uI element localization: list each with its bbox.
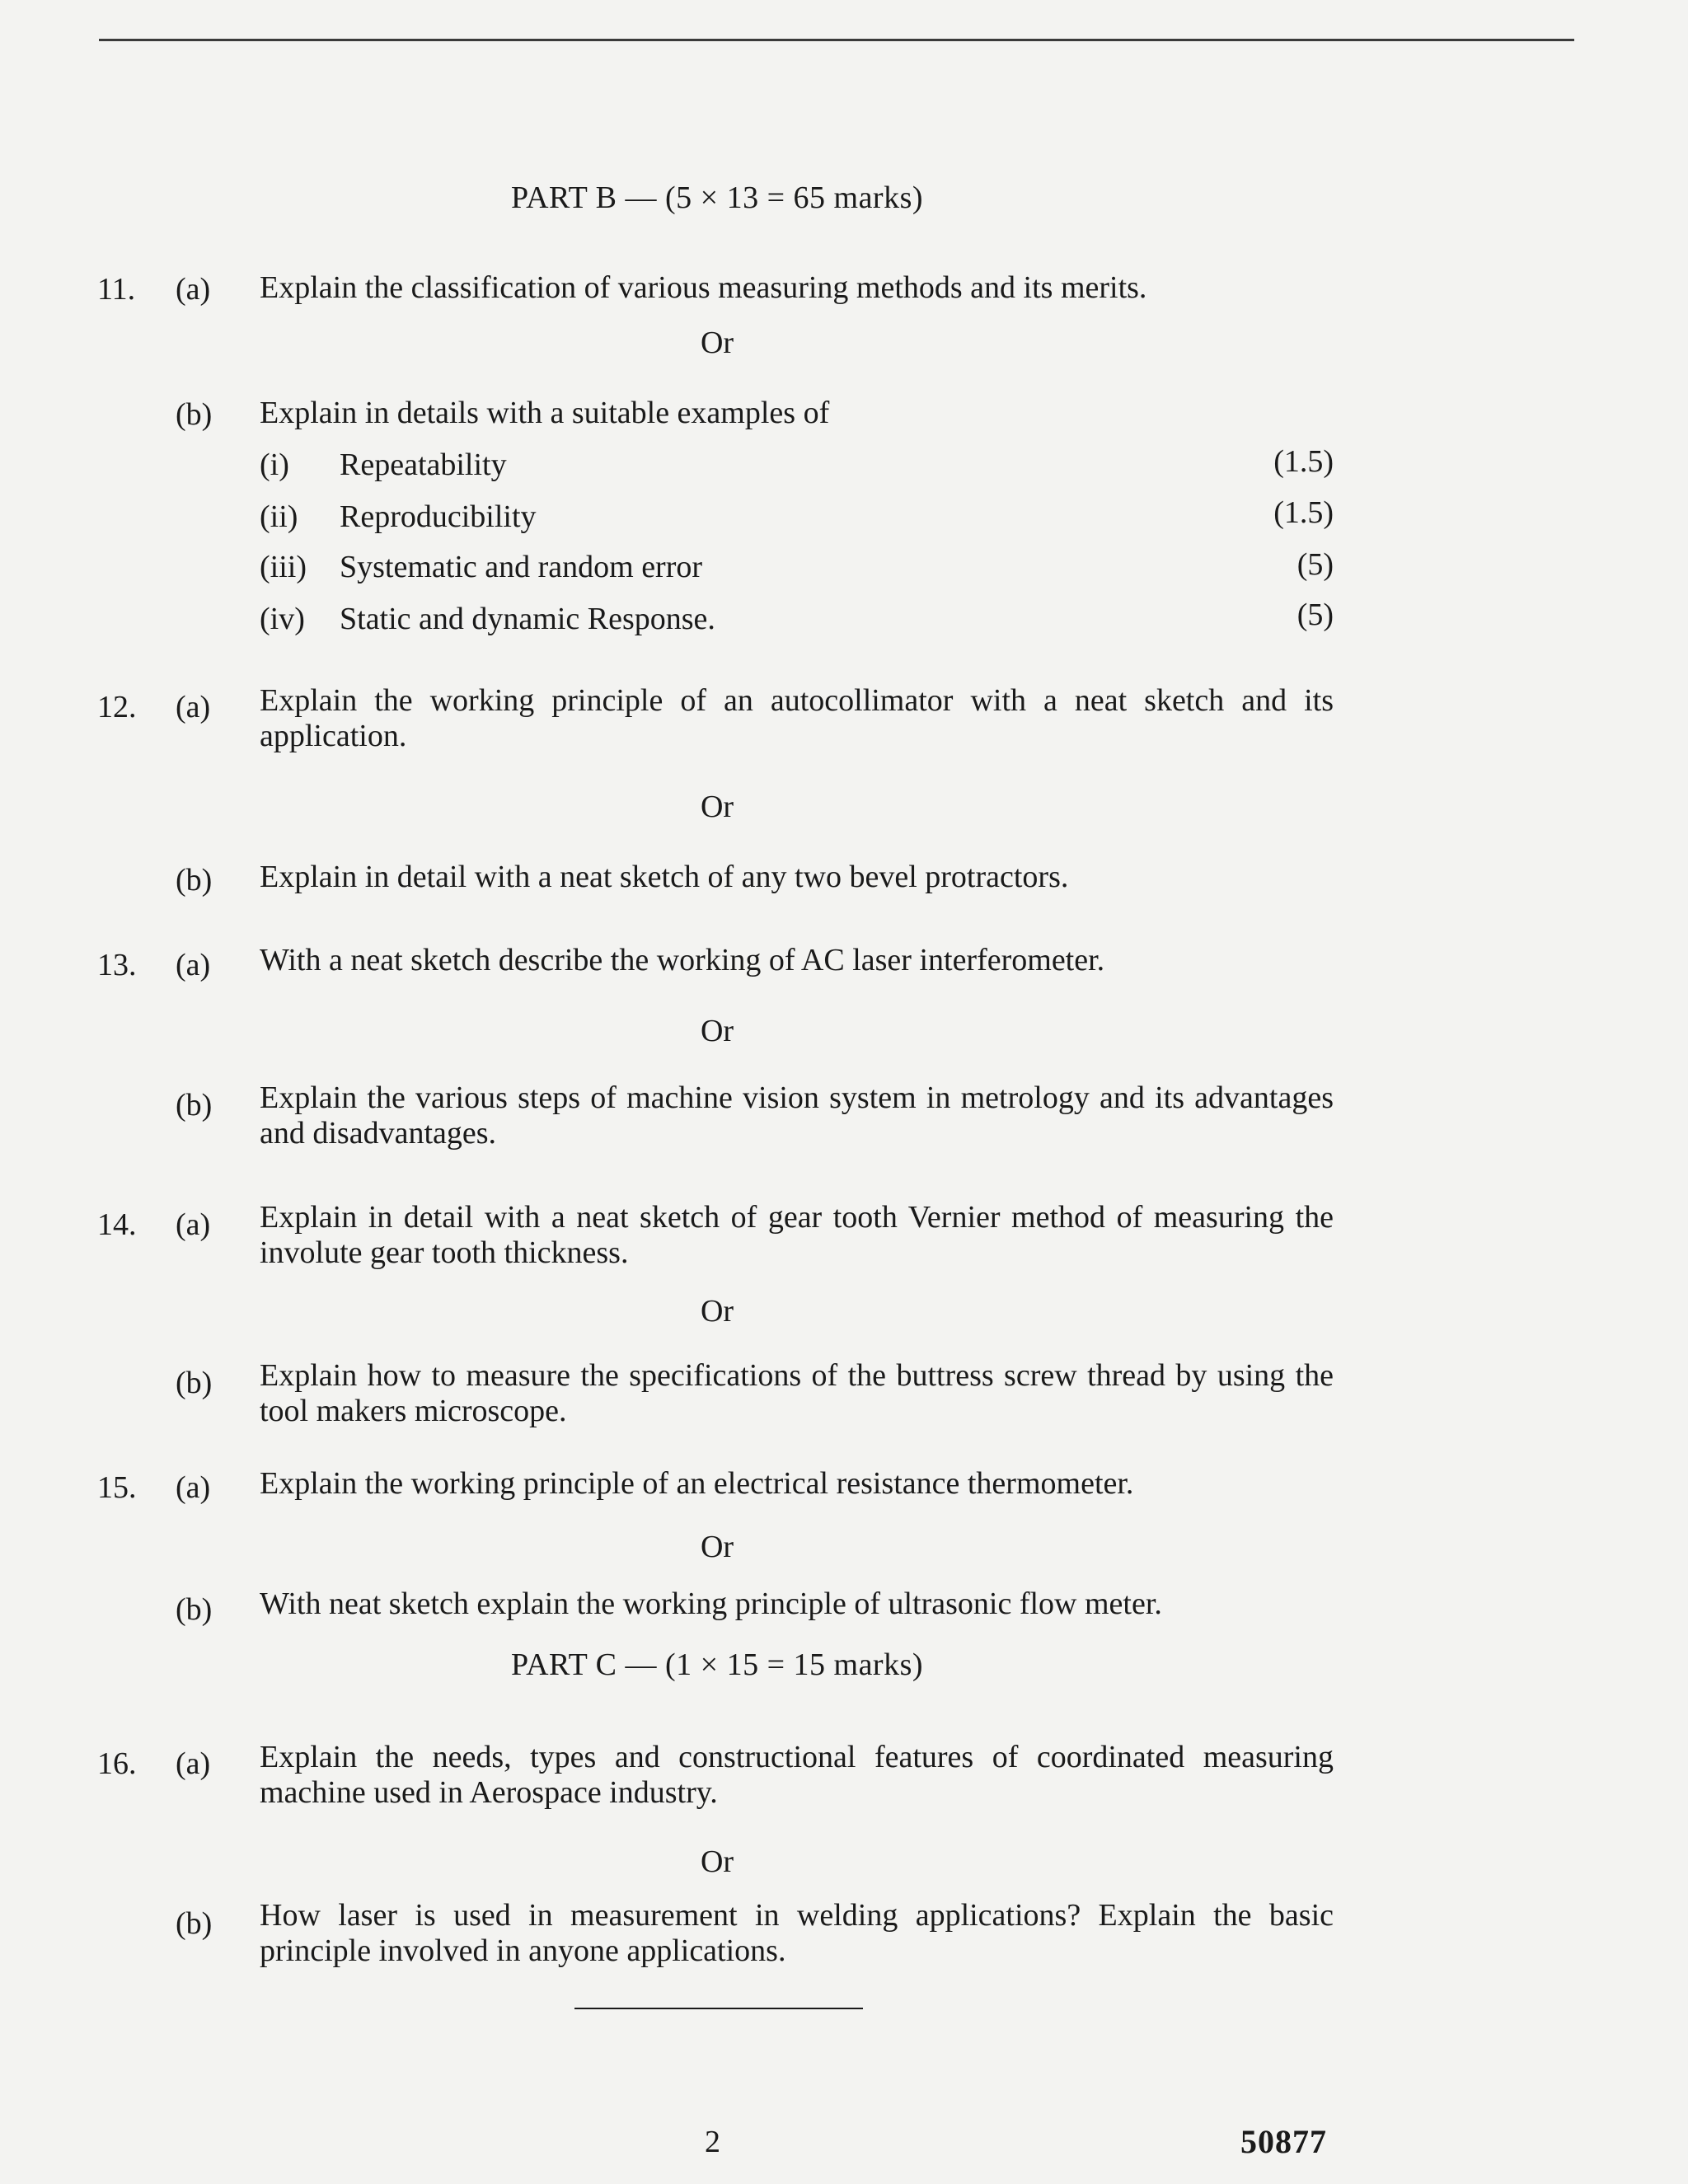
q11-item-i-marks: (1.5) (1273, 444, 1334, 479)
q11-item-i-label: (i) (260, 448, 289, 482)
q11-item-iv-marks: (5) (1296, 598, 1334, 632)
q12-b-label: (b) (176, 863, 213, 898)
part-b-heading: PART B — (5 × 13 = 65 marks) (510, 180, 924, 215)
q12-a-text: Explain the working principle of an autocollimator with a neat sketch and its application. (260, 683, 1334, 753)
q16-b-text: How laser is used in measurement in welding applications? Explain the basic principle involved in anyone applications. (260, 1898, 1334, 1968)
q12-b-text: Explain in detail with a neat sketch of any two bevel protractors. (260, 860, 1069, 894)
q11-item-iv-label: (iv) (260, 602, 305, 636)
q13-b-label: (b) (176, 1088, 213, 1122)
q13-b-text: Explain the various steps of machine vision system in metrology and its advantages and disadvantages. (260, 1080, 1334, 1151)
q12-a-label: (a) (176, 690, 211, 724)
q11-item-ii-marks: (1.5) (1273, 495, 1334, 530)
q11-a-text: Explain the classification of various measuring methods and its merits. (260, 270, 1147, 305)
q15-or: Or (700, 1530, 734, 1564)
question-number-15: 15. (97, 1470, 137, 1505)
q11-item-i-text: Repeatability (340, 448, 507, 482)
q11-b-label: (b) (176, 397, 213, 432)
q16-a-text: Explain the needs, types and constructional features of coordinated measuring machine used in Aerospace industry. (260, 1740, 1334, 1810)
q13-or: Or (700, 1014, 734, 1048)
q14-b-text: Explain how to measure the specifications of the buttress screw thread by using the tool makers microscope. (260, 1358, 1334, 1428)
top-rule (99, 39, 1574, 41)
q14-or: Or (700, 1294, 734, 1329)
q11-item-iii-label: (iii) (260, 550, 307, 584)
q11-item-ii-text: Reproducibility (340, 499, 537, 534)
q14-a-text: Explain in detail with a neat sketch of gear tooth Vernier method of measuring the involute gear tooth thickness. (260, 1200, 1334, 1270)
q14-b-label: (b) (176, 1366, 213, 1400)
q11-item-iii-text: Systematic and random error (340, 550, 703, 584)
question-number-12: 12. (97, 690, 137, 724)
q16-or: Or (700, 1844, 734, 1879)
question-number-13: 13. (97, 948, 137, 982)
q16-b-label: (b) (176, 1906, 213, 1941)
q13-a-text: With a neat sketch describe the working of AC laser interferometer. (260, 943, 1105, 977)
q15-b-text: With neat sketch explain the working principle of ultrasonic flow meter. (260, 1586, 1162, 1621)
q13-a-label: (a) (176, 948, 211, 982)
paper-code: 50877 (1240, 2123, 1327, 2160)
q15-b-label: (b) (176, 1592, 213, 1627)
q14-a-label: (a) (176, 1207, 211, 1242)
end-of-questions-rule (574, 2008, 863, 2009)
q12-or: Or (700, 790, 734, 824)
question-number-16: 16. (97, 1746, 137, 1781)
q11-item-iv-text: Static and dynamic Response. (340, 602, 715, 636)
q16-a-label: (a) (176, 1746, 211, 1781)
question-number-11: 11. (97, 272, 136, 307)
part-c-heading: PART C — (1 × 15 = 15 marks) (510, 1647, 924, 1682)
q11-b-text: Explain in details with a suitable examples of (260, 396, 830, 430)
q11-a-label: (a) (176, 272, 211, 307)
q15-a-label: (a) (176, 1470, 211, 1505)
q15-a-text: Explain the working principle of an electrical resistance thermometer. (260, 1466, 1134, 1501)
q11-or: Or (700, 326, 734, 360)
q11-item-ii-label: (ii) (260, 499, 298, 534)
q11-item-iii-marks: (5) (1296, 547, 1334, 582)
page-number: 2 (705, 2125, 720, 2159)
question-number-14: 14. (97, 1207, 137, 1242)
